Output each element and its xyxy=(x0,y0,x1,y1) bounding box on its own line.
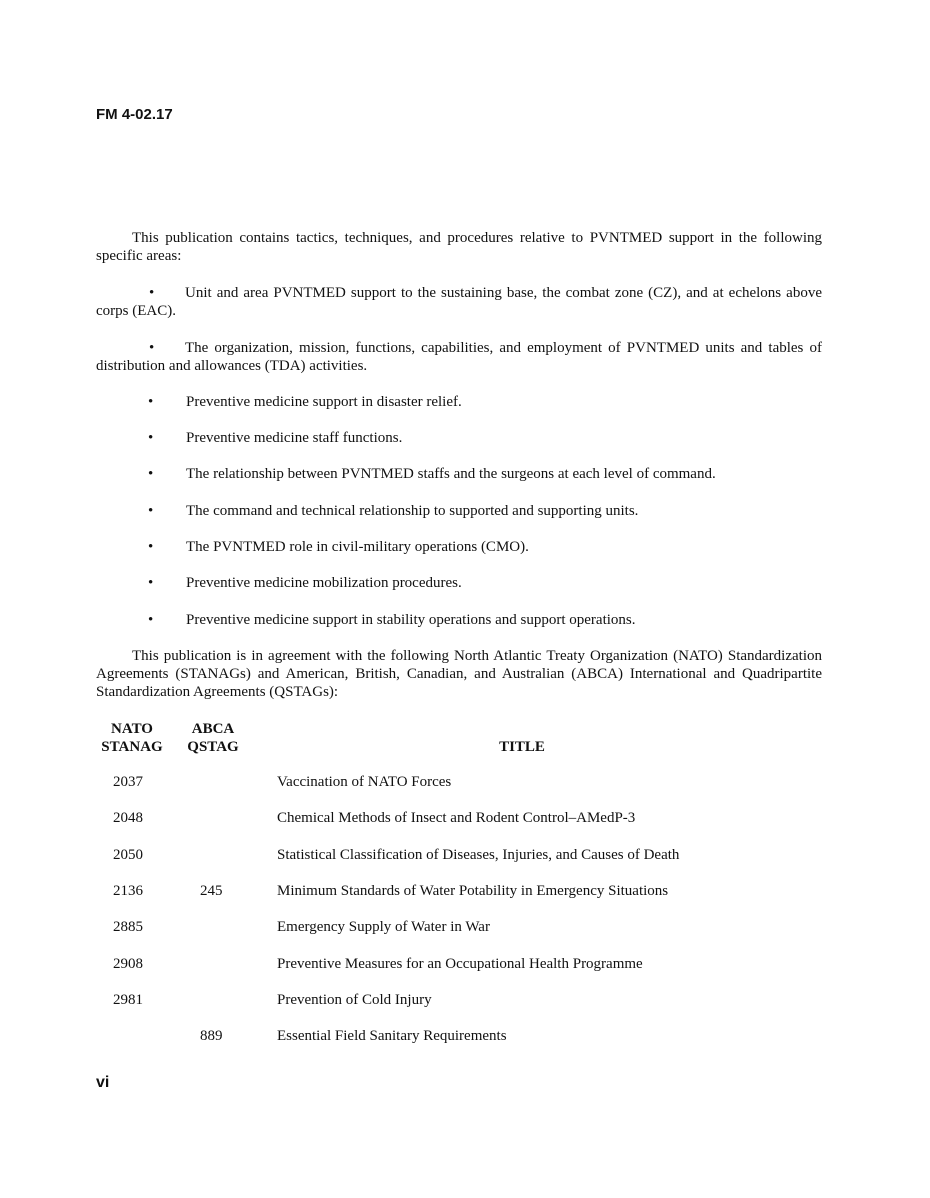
nato-stanag-cell: 2050 xyxy=(113,847,143,863)
header-abca-qstag xyxy=(180,720,246,756)
document-id: FM 4-02.17 xyxy=(96,106,173,123)
title-cell: Chemical Methods of Insect and Rodent Control–AMedP-3 xyxy=(277,810,636,826)
bullet-text: The relationship between PVNTMED staffs and the surgeons at each level of command. xyxy=(186,466,716,482)
bullet-item xyxy=(148,611,828,629)
abca-qstag-cell: 245 xyxy=(200,883,223,899)
bullet-icon: • xyxy=(148,430,154,446)
title-cell: Prevention of Cold Injury xyxy=(277,992,432,1008)
bullet-icon: • xyxy=(149,285,155,301)
bullet-text: The command and technical relationship to supported and supporting units. xyxy=(186,503,639,519)
bullet-icon: • xyxy=(148,539,154,555)
title-cell: Statistical Classification of Diseases, Injuries, and Causes of Death xyxy=(277,847,680,863)
table-row xyxy=(0,919,930,939)
bullet-text: Preventive medicine support in stability operations and support operations. xyxy=(186,612,636,628)
bullet-item xyxy=(148,465,828,483)
header-nato-line2: STANAG xyxy=(101,739,163,755)
bullet-icon: • xyxy=(148,394,154,410)
bullet-item xyxy=(148,538,828,556)
bullet-icon: • xyxy=(148,575,154,591)
bullet-item xyxy=(96,284,822,320)
bullet-icon: • xyxy=(148,466,154,482)
nato-stanag-cell: 2885 xyxy=(113,919,143,935)
intro-paragraph: This publication contains tactics, techniques, and procedures relative to PVNTMED support in the following specific areas: xyxy=(96,230,822,264)
bullet-item xyxy=(148,429,828,447)
bullet-text: Preventive medicine support in disaster relief. xyxy=(186,394,462,410)
title-cell: Vaccination of NATO Forces xyxy=(277,774,452,790)
title-cell: Preventive Measures for an Occupational Health Programme xyxy=(277,956,643,972)
header-title: TITLE xyxy=(499,739,545,755)
nato-stanag-cell: 2908 xyxy=(113,956,143,972)
header-nato-stanag xyxy=(96,720,168,756)
table-row xyxy=(0,883,930,903)
nato-stanag-cell: 2037 xyxy=(113,774,143,790)
bullet-text: Preventive medicine mobilization procedures. xyxy=(186,575,462,591)
bullet-icon: • xyxy=(148,612,154,628)
bullet-text: Preventive medicine staff functions. xyxy=(186,430,403,446)
table-row xyxy=(0,1028,930,1048)
table-row xyxy=(0,956,930,976)
nato-stanag-cell: 2136 xyxy=(113,883,143,899)
title-cell: Essential Field Sanitary Requirements xyxy=(277,1028,507,1044)
bullet-item xyxy=(148,393,828,411)
header-nato-line1: NATO xyxy=(111,721,153,737)
header-abca-line2: QSTAG xyxy=(187,739,239,755)
nato-stanag-cell: 2048 xyxy=(113,810,143,826)
table-row xyxy=(0,992,930,1012)
nato-stanag-cell: 2981 xyxy=(113,992,143,1008)
bullet-text: The organization, mission, functions, capabilities, and employment of PVNTMED units and tables of distribution and allowances (TDA) activities. xyxy=(96,340,822,374)
bullet-item xyxy=(148,574,828,592)
bullet-text: The PVNTMED role in civil-military operations (CMO). xyxy=(186,539,529,555)
title-cell: Emergency Supply of Water in War xyxy=(277,919,490,935)
agreement-paragraph: This publication is in agreement with the following North Atlantic Treaty Organization (NATO) Standardization Agreements (STANAGs) and American, British, Canadian, and Australian (ABCA) International and Quadripartite Standardization Agreements (QSTAGs): xyxy=(96,648,822,700)
bullet-item xyxy=(148,502,828,520)
header-abca-line1: ABCA xyxy=(191,721,235,737)
bullet-text: Unit and area PVNTMED support to the sustaining base, the combat zone (CZ), and at echelons above corps (EAC). xyxy=(96,285,822,319)
bullet-icon: • xyxy=(148,503,154,519)
table-row xyxy=(0,847,930,867)
title-cell: Minimum Standards of Water Potability in Emergency Situations xyxy=(277,883,669,899)
table-row xyxy=(0,774,930,794)
table-row xyxy=(0,810,930,830)
bullet-item xyxy=(96,339,822,375)
abca-qstag-cell: 889 xyxy=(200,1028,223,1044)
bullet-icon: • xyxy=(149,340,155,356)
page-number: vi xyxy=(96,1074,110,1091)
